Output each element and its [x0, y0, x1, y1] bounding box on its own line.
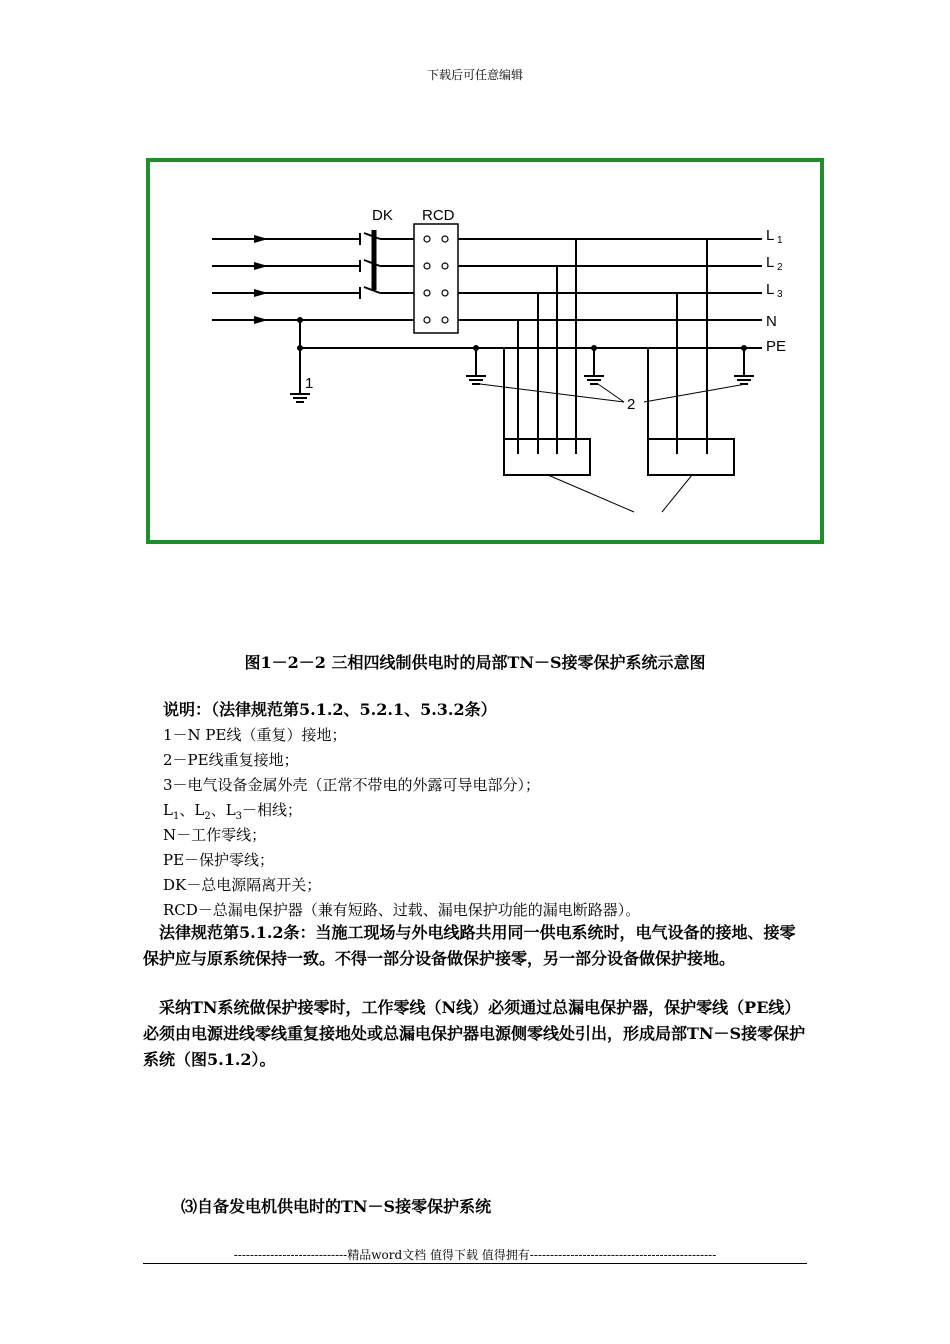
l3-label: L	[766, 281, 775, 298]
n-label: N	[766, 313, 777, 330]
enclosure-leader-2	[662, 475, 692, 512]
arrow-icon	[254, 316, 268, 324]
dk-label: DK	[372, 207, 393, 224]
figure-caption: 图1－2－2 三相四线制供电时的局部TN－S接零保护系统示意图	[244, 653, 706, 672]
page-footer-note: ----------------------------精品word文档 值得下载 值得拥有----------------------------------------------	[233, 1248, 717, 1262]
rcd-label: RCD	[422, 207, 455, 224]
notes-heading: 说明：（法律规范第5.1.2、5.2.1、5.3.2条）	[163, 700, 497, 719]
ground-2-label: 2	[627, 396, 636, 413]
note-item-5: N－工作零线；	[163, 826, 267, 844]
arrow-icon	[254, 289, 268, 297]
note-item-3: 3－电气设备金属外壳（正常不带电的外露可导电部分）；	[163, 776, 541, 794]
l3-label-sub: 3	[777, 289, 783, 300]
l1-label: L	[766, 227, 775, 244]
l1-label-sub: 1	[777, 235, 783, 246]
arrow-icon	[254, 262, 268, 270]
rcd-box	[414, 224, 458, 333]
pe-label: PE	[766, 338, 787, 355]
equipment-enclosure-2	[648, 439, 734, 475]
paragraph-2: 采纳TN系统做保护接零时，工作零线（N线）必须通过总漏电保护器，保护零线（PE线）必须由电源进线零线重复接地处或总漏电保护器电源侧零线处引出，形成局部TN－S接零保护系统（图5.1.2）。	[143, 998, 806, 1069]
note-item-6: PE－保护零线；	[163, 851, 275, 869]
note-item-4: $L_1$、$L_2$、$L_3-$相线；	[163, 801, 303, 822]
circuit-diagram	[146, 158, 824, 544]
dk-switch	[360, 233, 414, 299]
l2-label: L	[766, 254, 775, 271]
circuit-diagram-svg	[150, 162, 820, 540]
page-header-note: 下载后可任意编辑	[426, 68, 523, 82]
l2-label-sub: 2	[777, 262, 783, 273]
note-item-7: DK－总电源隔离开关；	[163, 876, 322, 894]
note-item-8: RCD－总漏电保护器（兼有短路、过载、漏电保护功能的漏电断路器）。	[163, 901, 641, 919]
paragraph-1: 法律规范第5.1.2条：当施工现场与外电线路共用同一供电系统时，电气设备的接地、接零保护应与原系统保持一致。不得一部分设备做保护接零，另一部分设备做保护接地。	[143, 923, 796, 968]
footer-divider	[143, 1263, 807, 1264]
equipment-enclosure-1	[504, 439, 590, 475]
note-item-1: 1－N PE线（重复）接地；	[163, 726, 347, 744]
ground-1-label: 1	[305, 375, 314, 392]
ground-leader-3	[644, 384, 746, 402]
arrow-icon	[254, 235, 268, 243]
note-item-2: 2－PE线重复接地；	[163, 751, 299, 769]
enclosure-leader-1	[548, 475, 634, 512]
section-heading: ⑶自备发电机供电时的TN－S接零保护系统	[181, 1197, 492, 1216]
